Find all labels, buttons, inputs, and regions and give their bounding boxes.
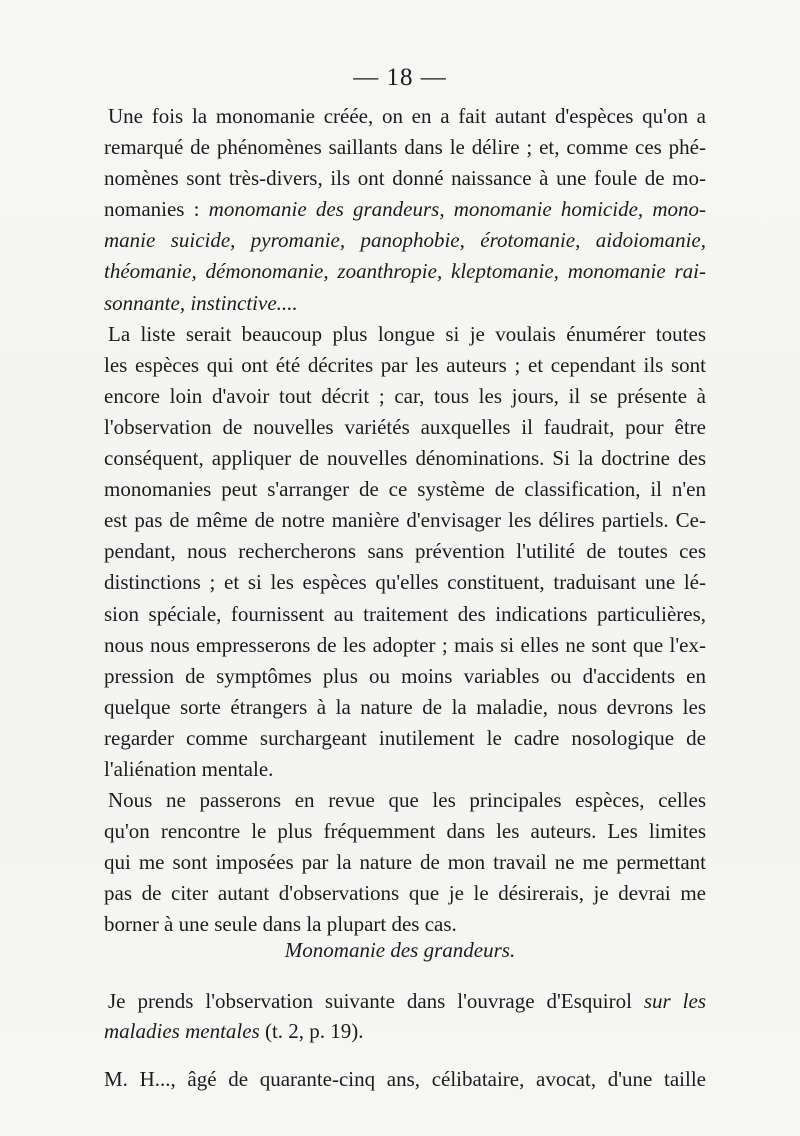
paragraph-2-line-9: distinctions ; et si les espèces qu'elles constituent, traduisant une lé-: [104, 570, 706, 595]
paragraph-2-line-11: nous nous empresserons de les adopter ; mais si elles ne sont que l'ex-: [104, 632, 706, 657]
paragraph-1-line-4-roman: nomanies :: [104, 197, 200, 222]
paragraph-3-line-1: Nous ne passerons en revue que les principales espèces, celles: [108, 788, 706, 813]
paragraph-2-line-6: monomanies peut s'arranger de ce système de classification, il n'en: [104, 477, 706, 502]
observation-line-1-text: Je prends l'observation suivante dans l'ouvrage d'Esquirol: [108, 989, 632, 1013]
paragraph-2-line-15: l'aliénation mentale.: [104, 756, 274, 781]
paragraph-2-line-14: regarder comme surchargeant inutilement le cadre nosologique de: [104, 725, 706, 750]
paragraph-2-line-12: pression de symptômes plus ou moins variables ou d'accidents en: [104, 663, 706, 688]
paragraph-3-line-4: pas de citer autant d'observations que je le désirerais, je devrai me: [104, 881, 706, 906]
paragraph-1-line-7: sonnante, instinctive....: [104, 290, 298, 315]
paragraph-1-line-3: nomènes sont très-divers, ils ont donné naissance à une foule de mo-: [104, 166, 706, 191]
paragraph-3-line-2: qu'on rencontre le plus fréquemment dans les auteurs. Les limites: [104, 819, 706, 844]
section-heading: Monomanie des grandeurs.: [284, 938, 516, 962]
observation-case-line: M. H..., âgé de quarante-cinq ans, célibataire, avocat, d'une taille: [104, 1067, 706, 1091]
paragraph-2-line-7: est pas de même de notre manière d'envisager les délires partiels. Ce-: [104, 508, 706, 533]
paragraph-1-line-1: Une fois la monomanie créée, on en a fait autant d'espèces qu'on a: [108, 104, 706, 128]
paragraph-2-line-1: La liste serait beaucoup plus longue si je voulais énumérer toutes: [108, 321, 706, 346]
paragraph-2-line-5: conséquent, appliquer de nouvelles dénominations. Si la doctrine des: [104, 446, 706, 471]
observation-line-2-italic: maladies mentales: [104, 1019, 260, 1043]
paragraph-2-line-13: quelque sorte étrangers à la nature de la maladie, nous devrons les: [104, 694, 706, 719]
paragraph-2-line-4: l'observation de nouvelles variétés auxquelles il faudrait, pour être: [104, 414, 706, 439]
paragraph-2-line-3: encore loin d'avoir tout décrit ; car, tous les jours, il se présente à: [104, 383, 706, 408]
paragraph-1-line-4: [104, 194, 706, 225]
page-number: — 18 —: [353, 64, 447, 91]
paragraph-1-line-2: remarqué de phénomènes saillants dans le délire ; et, comme ces phé-: [104, 135, 706, 160]
paragraph-2-line-2: les espèces qui ont été décrites par les auteurs ; et cependant ils sont: [104, 352, 706, 377]
observation-line-1: [104, 986, 706, 1016]
paragraph-2-line-8: pendant, nous rechercherons sans prévention l'utilité de toutes ces: [104, 539, 706, 564]
paragraph-3-line-5: borner à une seule dans la plupart des cas.: [104, 912, 457, 937]
paragraph-1-line-4-text: [104, 197, 706, 221]
paragraph-3-line-3: qui me sont imposées par la nature de mon travail ne me permettant: [104, 850, 706, 875]
paragraph-1-line-5: manie suicide, pyromanie, panophobie, érotomanie, aidoiomanie,: [104, 228, 706, 253]
paragraph-1-line-6: théomanie, démonomanie, zoanthropie, kleptomanie, monomanie rai-: [104, 259, 706, 284]
paragraph-2-line-10: sion spéciale, fournissent au traitement des indications particulières,: [104, 601, 706, 626]
paragraph-1-line-4-italic: monomanie des grandeurs, monomanie homicide, mono-: [199, 197, 706, 222]
observation-line-1-italic: sur les: [643, 989, 706, 1013]
observation-line-2-text: (t. 2, p. 19).: [264, 1019, 364, 1043]
body-text: [104, 101, 706, 941]
observation-intro: [104, 986, 706, 1046]
observation-line-2: [104, 1016, 706, 1046]
